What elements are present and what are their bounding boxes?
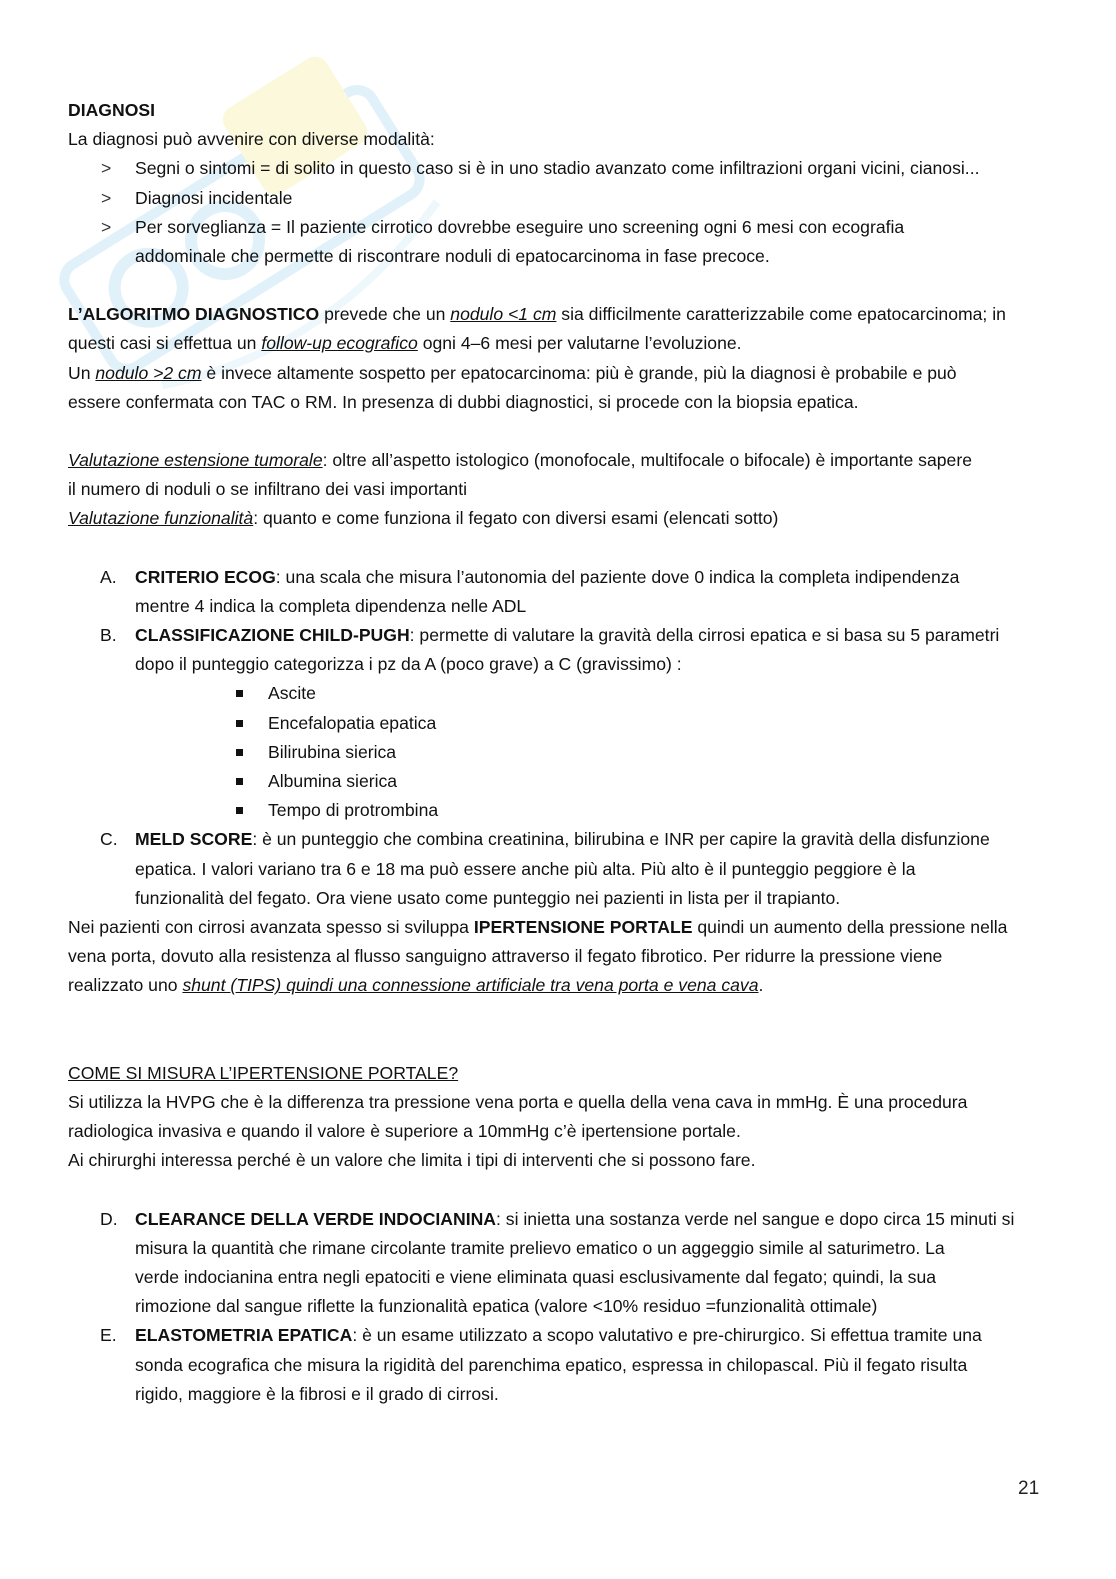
text-run: .: [758, 975, 764, 996]
param-item: [68, 796, 1043, 825]
text-run: rimozione dal sangue riflette la funzionalità epatica (valore <10% residuo =funzionalità ottimale): [135, 1296, 878, 1317]
param-text: Bilirubina sierica: [268, 741, 397, 762]
text-run: : una scala che misura l’autonomia del paziente dove 0 indica la completa indipendenza: [275, 566, 960, 587]
emphasis-text: shunt (TIPS) quindi una connessione artificiale tra vena porta e vena cava: [182, 975, 759, 996]
text-run: verde indocianina entra negli epatociti e viene eliminata quasi esclusivamente dal fegato; quindi, la sua: [135, 1266, 937, 1287]
algorithm-paragraph: [68, 329, 1043, 358]
mode-text: Diagnosi incidentale: [135, 187, 293, 208]
arrow-bullet-icon: >: [101, 158, 112, 179]
valutazione-paragraph: il numero di noduli o se infiltrano dei vasi importanti: [68, 479, 467, 500]
portal-paragraph: vena porta, dovuto alla resistenza al flusso sanguigno attraverso il fegato fibrotico. Per ridurre la pressione viene: [68, 946, 943, 967]
list-letter: A.: [100, 566, 117, 587]
section-title: DIAGNOSI: [68, 100, 155, 120]
exam-name: CLASSIFICAZIONE CHILD-PUGH: [135, 625, 410, 646]
algorithm-paragraph: [68, 300, 1043, 329]
exam-item: [68, 563, 1043, 621]
exam-item: [68, 825, 1043, 913]
bold-term: IPERTENSIONE PORTALE: [473, 917, 693, 938]
exam-name: CRITERIO ECOG: [135, 566, 276, 587]
exam-name: ELASTOMETRIA EPATICA: [135, 1325, 353, 1346]
text-run: sonda ecografica che misura la rigidità del parenchima epatico, espressa in chilopascal. Più il fegato risulta: [135, 1354, 968, 1375]
mode-text: Per sorveglianza = Il paziente cirrotico dovrebbe eseguire uno screening ogni 6 mesi con ecografia: [135, 216, 905, 237]
list-letter: B.: [100, 625, 117, 646]
list-letter: E.: [100, 1325, 117, 1346]
document-page: [68, 96, 1043, 1409]
square-bullet-icon: [236, 690, 243, 697]
arrow-bullet-icon: >: [101, 187, 112, 208]
algorithm-heading: L’ALGORITMO DIAGNOSTICO: [68, 304, 320, 325]
text-run: Un: [68, 362, 96, 383]
text-run: sia difficilmente caratterizzabile come epatocarcinoma; in: [556, 304, 1006, 325]
measure-paragraph: Ai chirurghi interessa perché è un valore che limita i tipi di interventi che si possono fare.: [68, 1150, 756, 1171]
emphasis-text: follow-up ecografico: [261, 333, 418, 354]
param-item: [68, 679, 1043, 708]
emphasis-text: Valutazione estensione tumorale: [68, 450, 323, 471]
param-text: Tempo di protrombina: [268, 800, 439, 821]
text-run: questi casi si effettua un: [68, 333, 262, 354]
mode-text: addominale che permette di riscontrare noduli di epatocarcinoma in fase precoce.: [135, 246, 770, 267]
text-run: dopo il punteggio categorizza i pz da A (poco grave) a C (gravissimo) :: [135, 654, 682, 675]
intro-text: La diagnosi può avvenire con diverse modalità:: [68, 129, 435, 150]
mode-text: Segni o sintomi = di solito in questo caso si è in uno stadio avanzato come infiltrazioni organi vicini, cianosi...: [135, 158, 980, 179]
exam-name: CLEARANCE DELLA VERDE INDOCIANINA: [135, 1208, 497, 1229]
subsection-heading: COME SI MISURA L’IPERTENSIONE PORTALE?: [68, 1062, 459, 1083]
measure-paragraph: Si utilizza la HVPG che è la differenza tra pressione vena porta e quella della vena cava in mmHg. È una procedura: [68, 1091, 968, 1112]
text-run: : oltre all’aspetto istologico (monofocale, multifocale o bifocale) è importante sapere: [322, 450, 972, 471]
page-number: 21: [1018, 1478, 1040, 1499]
emphasis-text: nodulo >2 cm: [95, 362, 202, 383]
text-run: prevede che un: [319, 304, 451, 325]
text-run: rigido, maggiore è la fibrosi e il grado di cirrosi.: [135, 1383, 499, 1404]
text-run: : permette di valutare la gravità della cirrosi epatica e si basa su 5 parametri: [409, 625, 1000, 646]
text-run: misura la quantità che rimane circolante tramite prelievo ematico o un aggeggio simile al saturimetro. La: [135, 1237, 945, 1258]
list-letter: D.: [100, 1208, 118, 1229]
text-run: epatica. I valori variano tra 6 e 18 ma può essere anche più alta. Più alto è il punteggio peggiore è la: [135, 858, 916, 879]
square-bullet-icon: [236, 807, 243, 814]
list-letter: C.: [100, 829, 118, 850]
text-run: : è un punteggio che combina creatinina, bilirubina e INR per capire la gravità della disfunzione: [252, 829, 990, 850]
text-run: mentre 4 indica la completa dipendenza nelle ADL: [135, 595, 527, 616]
param-text: Albumina sierica: [268, 771, 398, 792]
text-run: quindi un aumento della pressione nella: [692, 917, 1008, 938]
text-run: : quanto e come funziona il fegato con diversi esami (elencati sotto): [253, 508, 779, 529]
square-bullet-icon: [236, 720, 243, 727]
emphasis-text: nodulo <1 cm: [450, 304, 557, 325]
param-item: [68, 709, 1043, 738]
text-run: è invece altamente sospetto per epatocarcinoma: più è grande, più la diagnosi è probabile e può: [201, 362, 957, 383]
text-run: : si inietta una sostanza verde nel sangue e dopo circa 15 minuti si: [496, 1208, 1015, 1229]
portal-paragraph: [68, 913, 1043, 942]
text-run: Nei pazienti con cirrosi avanzata spesso si sviluppa: [68, 917, 474, 938]
algorithm-paragraph: [68, 359, 1043, 388]
square-bullet-icon: [236, 749, 243, 756]
param-text: Ascite: [268, 683, 316, 704]
valutazione-paragraph: [68, 446, 1043, 475]
exam-item: [68, 1205, 1043, 1322]
square-bullet-icon: [236, 778, 243, 785]
text-run: : è un esame utilizzato a scopo valutativo e pre-chirurgico. Si effettua tramite una: [352, 1325, 982, 1346]
algorithm-paragraph: essere confermata con TAC o RM. In presenza di dubbi diagnostici, si procede con la biopsia epatica.: [68, 391, 859, 412]
mode-item: [68, 154, 1043, 183]
valutazione-paragraph: [68, 504, 1043, 533]
mode-item: [68, 213, 1043, 271]
measure-paragraph: radiologica invasiva e quando il valore è superiore a 10mmHg c’è ipertensione portale.: [68, 1121, 741, 1142]
text-run: funzionalità del fegato. Ora viene usato come punteggio nei pazienti in lista per il trapianto.: [135, 887, 841, 908]
arrow-bullet-icon: >: [101, 216, 112, 237]
exam-name: MELD SCORE: [135, 829, 253, 850]
emphasis-text: Valutazione funzionalità: [68, 508, 254, 529]
mode-item: [68, 184, 1043, 213]
param-text: Encefalopatia epatica: [268, 712, 437, 733]
exam-item: [68, 621, 1043, 679]
exam-item: [68, 1321, 1043, 1409]
param-item: [68, 738, 1043, 767]
text-run: realizzato uno: [68, 975, 183, 996]
param-item: [68, 767, 1043, 796]
text-run: ogni 4–6 mesi per valutarne l’evoluzione.: [417, 333, 742, 354]
portal-paragraph: [68, 971, 1043, 1000]
